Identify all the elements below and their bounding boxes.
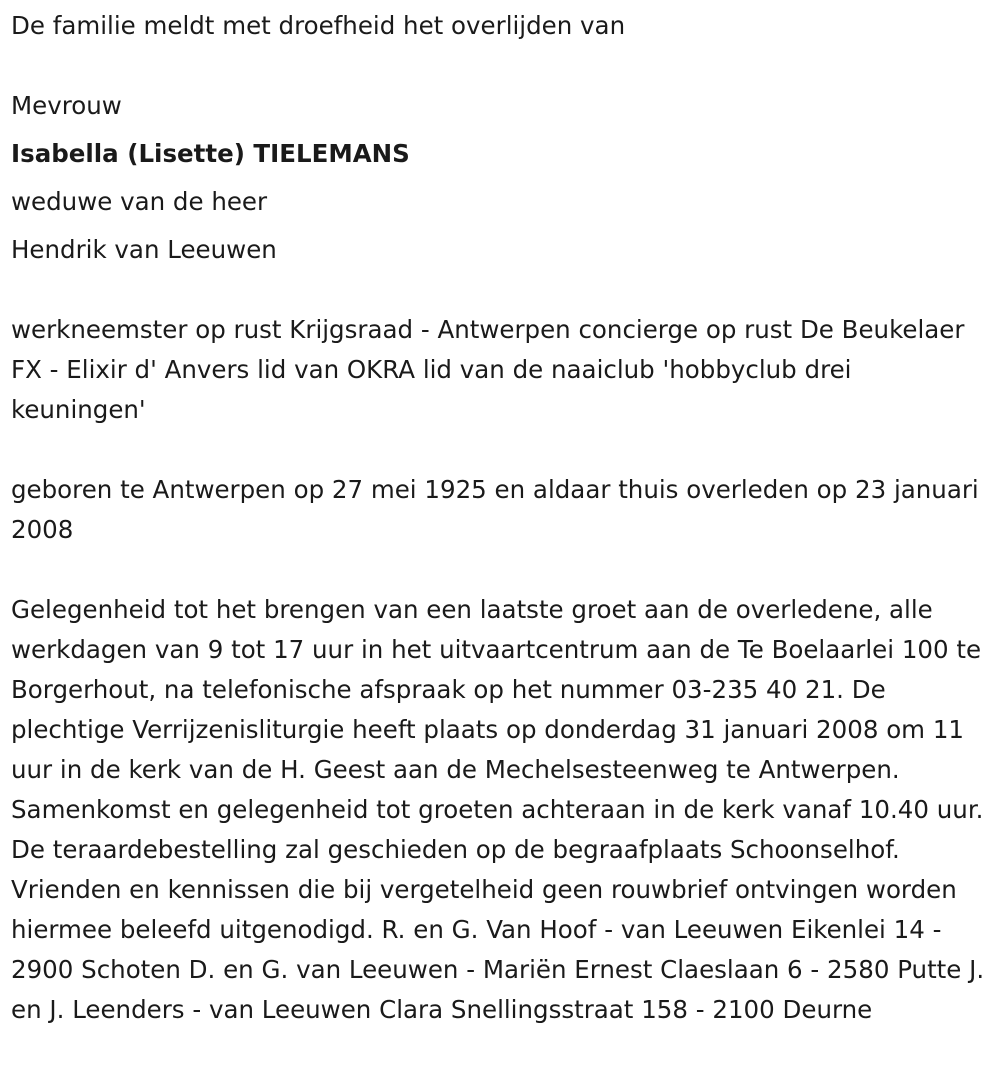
deceased-name-wrap xyxy=(11,134,988,174)
intro-text: De familie meldt met droefheid het overlijden van xyxy=(11,11,626,40)
birth-death-text: geboren te Antwerpen op 27 mei 1925 en aldaar thuis overleden op 23 januari 2008 xyxy=(11,475,979,544)
spacer xyxy=(11,270,988,310)
spacer xyxy=(11,430,988,470)
deceased-name: Isabella (Lisette) TIELEMANS xyxy=(11,139,410,168)
relation-line-2: Hendrik van Leeuwen xyxy=(11,235,277,264)
spacer xyxy=(11,550,988,590)
salutation: Mevrouw xyxy=(11,91,122,120)
funeral-details-text: Gelegenheid tot het brengen van een laatste groet aan de overledene, alle werkdagen van 9 tot 17 uur in het uitvaartcentrum aan de Te Boelaarlei 100 te Borgerhout, na telefonische afspraak op het nummer 03-235 40 21. De plechtige Verrijzenisliturgie heeft plaats op donderdag 31 januari 2008 om 11 uur in de kerk van de H. Geest aan de Mechelsesteenweg te Antwerpen. Samenkomst en gelegenheid tot groeten achteraan in de kerk vanaf 10.40 uur. De teraardebestelling zal geschieden op de begraafplaats Schoonselhof. Vrienden en kennissen die bij vergetelheid geen rouwbrief ontvingen worden hiermee beleefd uitgenodigd. R. en G. Van Hoof - van Leeuwen Eikenlei 14 - 2900 Schoten D. en G. van Leeuwen - Mariën Ernest Claeslaan 6 - 2580 Putte J. en J. Leenders - van Leeuwen Clara Snellingsstraat 158 - 2100 Deurne xyxy=(11,595,985,1024)
spacer xyxy=(11,46,988,86)
occupation-text: werkneemster op rust Krijgsraad - Antwerpen concierge op rust De Beukelaer FX - Elixir d' Anvers lid van OKRA lid van de naaiclub 'hobbyclub drei keuningen' xyxy=(11,315,965,424)
relation-line-1: weduwe van de heer xyxy=(11,187,268,216)
